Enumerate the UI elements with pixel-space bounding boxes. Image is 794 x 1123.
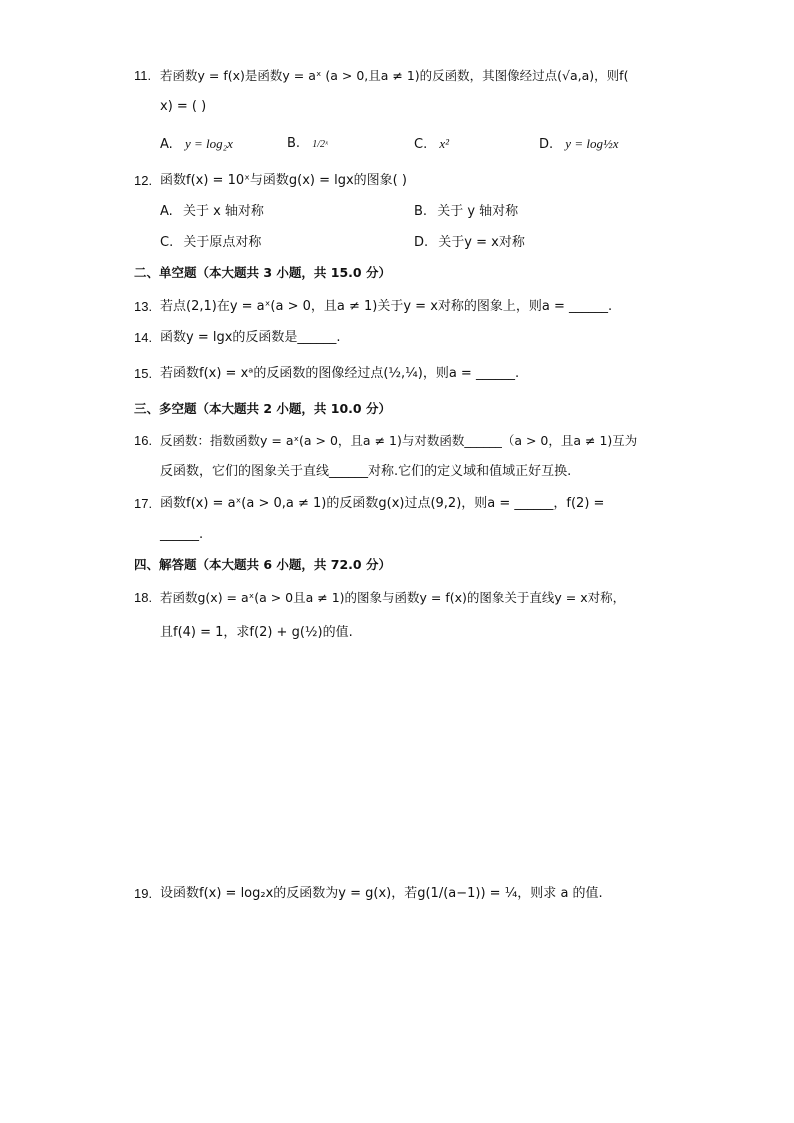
question-12-number: 12. — [134, 173, 153, 188]
question-13-number: 13. — [134, 299, 153, 314]
q11-option-d — [539, 135, 618, 154]
question-19-number: 19. — [134, 886, 153, 901]
q11-option-a — [160, 135, 233, 154]
option-label: B. — [287, 136, 301, 151]
option-text: x² — [439, 136, 450, 151]
option-text: 1/2ˣ — [312, 139, 328, 150]
question-14-line1: 函数y = lgx的反函数是______. — [160, 330, 341, 345]
option-text: y = log₂x — [184, 136, 233, 151]
q12-option-c — [160, 234, 261, 252]
question-11-line1: 若函数y = f(x)是函数y = aˣ (a > 0,且a ≠ 1)的反函数，其图像经过点(√a,a)，则f( — [160, 68, 629, 83]
question-16-number: 16. — [134, 433, 153, 448]
option-text: 关于 x 轴对称 — [182, 204, 264, 219]
option-text: 关于原点对称 — [183, 235, 262, 250]
option-label: D. — [414, 235, 429, 250]
q11-option-b — [287, 135, 328, 154]
question-19-line1: 设函数f(x) = log₂x的反函数为y = g(x)，若g(1/(a−1)) = ¼，则求 a 的值. — [160, 886, 603, 901]
option-text: 关于 y 轴对称 — [437, 204, 519, 219]
question-16-line2: 反函数，它们的图象关于直线______对称.它们的定义域和值域正好互换. — [160, 464, 572, 479]
question-13-line1: 若点(2,1)在y = aˣ(a > 0，且a ≠ 1)关于y = x对称的图象上，则a = ______. — [160, 299, 613, 314]
question-11-line2: x) = ( ) — [160, 99, 207, 114]
q12-option-a — [160, 203, 264, 221]
option-label: A. — [160, 137, 173, 152]
option-label: B. — [414, 204, 428, 219]
question-18-line2: 且f(4) = 1，求f(2) + g(½)的值. — [160, 625, 353, 640]
question-17-line2: ______. — [160, 527, 204, 542]
option-text: 关于y = x对称 — [438, 235, 525, 250]
option-label: A. — [160, 204, 173, 219]
q12-option-b — [414, 203, 518, 221]
question-18-number: 18. — [134, 590, 153, 605]
option-label: C. — [414, 137, 428, 152]
question-18-line1: 若函数g(x) = aˣ(a > 0且a ≠ 1)的图象与函数y = f(x)的图象关于直线y = x对称， — [160, 590, 626, 605]
question-12-line1: 函数f(x) = 10ˣ与函数g(x) = lgx的图象( ) — [160, 173, 407, 188]
question-17-number: 17. — [134, 496, 153, 511]
option-text: y = log½x — [565, 136, 619, 151]
question-15-number: 15. — [134, 366, 153, 381]
q11-option-c — [414, 135, 449, 154]
option-label: D. — [539, 137, 554, 152]
question-15-line1: 若函数f(x) = xᵃ的反函数的图像经过点(½,¼)，则a = ______. — [160, 366, 520, 381]
question-16-line1: 反函数：指数函数y = aˣ(a > 0，且a ≠ 1)与对数函数______（a > 0，且a ≠ 1)互为 — [160, 433, 638, 448]
question-17-line1: 函数f(x) = aˣ(a > 0,a ≠ 1)的反函数g(x)过点(9,2)，则a = ______，f(2) = — [160, 496, 605, 511]
question-11-number: 11. — [134, 68, 152, 83]
section-heading-answer: 四、解答题（本大题共 6 小题，共 72.0 分） — [134, 557, 391, 572]
question-14-number: 14. — [134, 330, 153, 345]
q12-option-d — [414, 234, 525, 252]
section-heading-multi-blank: 三、多空题（本大题共 2 小题，共 10.0 分） — [134, 401, 391, 416]
option-label: C. — [160, 235, 174, 250]
section-heading-single-blank: 二、单空题（本大题共 3 小题，共 15.0 分） — [134, 265, 391, 280]
